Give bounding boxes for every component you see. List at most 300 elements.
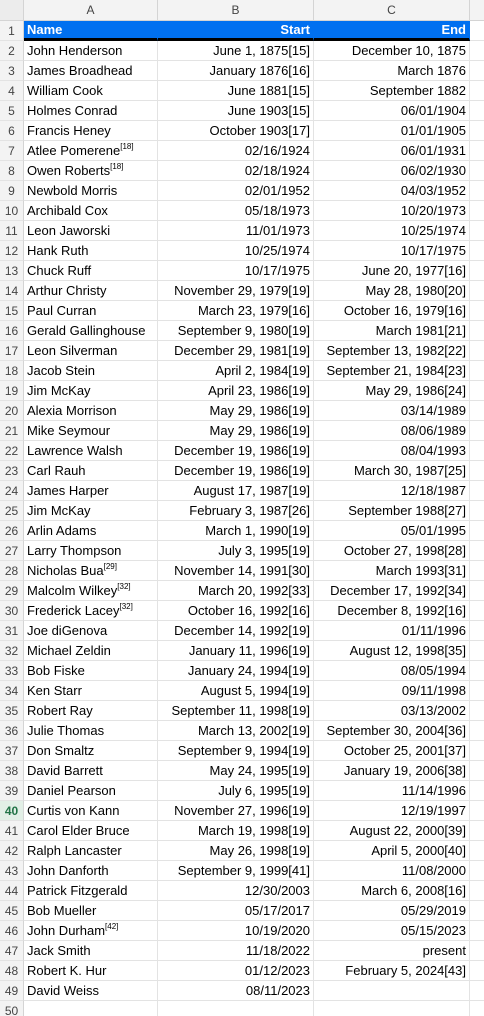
empty-cell[interactable]: [470, 361, 484, 381]
row-number[interactable]: 10: [0, 201, 24, 221]
table-row: [0, 681, 484, 701]
cell-name[interactable]: [24, 521, 158, 541]
cell-name-text: Owen Roberts: [27, 163, 111, 178]
empty-cell[interactable]: [470, 821, 484, 841]
data-rows: [0, 41, 484, 1016]
cell-start[interactable]: May 26, 1998[19]: [158, 841, 314, 861]
row-number[interactable]: 46: [0, 921, 24, 941]
row-number[interactable]: 43: [0, 861, 24, 881]
table-row: [0, 701, 484, 721]
cell-start[interactable]: October 1903[17]: [158, 121, 314, 141]
row-number[interactable]: 28: [0, 561, 24, 581]
cell-name[interactable]: [24, 681, 158, 701]
cell-end[interactable]: September 30, 2004[36]: [314, 721, 470, 741]
cell-start[interactable]: October 16, 1992[16]: [158, 601, 314, 621]
empty-cell[interactable]: [470, 101, 484, 121]
empty-cell[interactable]: [470, 621, 484, 641]
cell-name[interactable]: [24, 421, 158, 441]
empty-cell[interactable]: [470, 741, 484, 761]
row-number[interactable]: 48: [0, 961, 24, 981]
cell-end[interactable]: present: [314, 941, 470, 961]
empty-cell[interactable]: [470, 881, 484, 901]
cell-name[interactable]: [24, 701, 158, 721]
cell-name[interactable]: [24, 961, 158, 981]
cell-start[interactable]: December 14, 1992[19]: [158, 621, 314, 641]
cell-start[interactable]: December 19, 1986[19]: [158, 461, 314, 481]
empty-cell[interactable]: [470, 281, 484, 301]
column-header-c[interactable]: C: [314, 0, 470, 20]
row-number[interactable]: 20: [0, 401, 24, 421]
row-number[interactable]: 37: [0, 741, 24, 761]
cell-end[interactable]: October 16, 1979[16]: [314, 301, 470, 321]
column-header-b[interactable]: B: [158, 0, 314, 20]
cell-end[interactable]: 11/08/2000: [314, 861, 470, 881]
empty-cell[interactable]: [470, 661, 484, 681]
cell-name[interactable]: [24, 401, 158, 421]
cell-start[interactable]: 11/18/2022: [158, 941, 314, 961]
cell-name[interactable]: [24, 561, 158, 581]
cell-start[interactable]: November 27, 1996[19]: [158, 801, 314, 821]
cell-name-text: Larry Thompson: [27, 543, 122, 558]
cell-start[interactable]: September 9, 1980[19]: [158, 321, 314, 341]
cell-end[interactable]: 04/03/1952: [314, 181, 470, 201]
cell-name-text: James Broadhead: [27, 63, 133, 78]
cell-end[interactable]: June 20, 1977[16]: [314, 261, 470, 281]
cell-name[interactable]: [24, 921, 158, 941]
row-number[interactable]: 45: [0, 901, 24, 921]
cell-name[interactable]: [24, 301, 158, 321]
cell-start[interactable]: July 6, 1995[19]: [158, 781, 314, 801]
cell-start[interactable]: May 29, 1986[19]: [158, 421, 314, 441]
table-row: [0, 161, 484, 181]
cell-start[interactable]: 02/16/1924: [158, 141, 314, 161]
cell-end[interactable]: October 27, 1998[28]: [314, 541, 470, 561]
cell-name[interactable]: [24, 441, 158, 461]
cell-name-text: David Weiss: [27, 983, 100, 998]
cell-name-text: Michael Zeldin: [27, 643, 111, 658]
empty-cell[interactable]: [470, 261, 484, 281]
cell-end[interactable]: September 1988[27]: [314, 501, 470, 521]
cell-start[interactable]: 02/01/1952: [158, 181, 314, 201]
cell-end[interactable]: 11/14/1996: [314, 781, 470, 801]
cell-end[interactable]: March 1981[21]: [314, 321, 470, 341]
row-number[interactable]: 19: [0, 381, 24, 401]
empty-cell[interactable]: [470, 981, 484, 1001]
cell-start[interactable]: May 29, 1986[19]: [158, 401, 314, 421]
cell-start[interactable]: 08/11/2023: [158, 981, 314, 1001]
cell-start[interactable]: February 3, 1987[26]: [158, 501, 314, 521]
table-row: [0, 281, 484, 301]
row-number[interactable]: 26: [0, 521, 24, 541]
header-cell-end[interactable]: End: [314, 21, 470, 41]
cell-end[interactable]: [314, 1001, 470, 1016]
row-number[interactable]: 30: [0, 601, 24, 621]
cell-name-text: Holmes Conrad: [27, 103, 118, 118]
cell-end[interactable]: 09/11/1998: [314, 681, 470, 701]
empty-cell[interactable]: [470, 41, 484, 61]
empty-cell[interactable]: [470, 21, 484, 41]
table-row: [0, 641, 484, 661]
cell-start[interactable]: 02/18/1924: [158, 161, 314, 181]
cell-name[interactable]: [24, 881, 158, 901]
cell-name[interactable]: [24, 621, 158, 641]
row-number[interactable]: 24: [0, 481, 24, 501]
row-number[interactable]: 11: [0, 221, 24, 241]
table-row: [0, 501, 484, 521]
row-number[interactable]: 29: [0, 581, 24, 601]
table-row: [0, 241, 484, 261]
cell-start[interactable]: August 17, 1987[19]: [158, 481, 314, 501]
table-row: [0, 461, 484, 481]
cell-end[interactable]: 08/06/1989: [314, 421, 470, 441]
cell-name[interactable]: [24, 461, 158, 481]
cell-name[interactable]: [24, 501, 158, 521]
row-number[interactable]: 27: [0, 541, 24, 561]
cell-end[interactable]: 05/29/2019: [314, 901, 470, 921]
cell-end[interactable]: October 25, 2001[37]: [314, 741, 470, 761]
row-number[interactable]: 5: [0, 101, 24, 121]
cell-start[interactable]: 05/18/1973: [158, 201, 314, 221]
row-number[interactable]: 39: [0, 781, 24, 801]
empty-cell[interactable]: [470, 841, 484, 861]
table-row: [0, 581, 484, 601]
cell-name[interactable]: [24, 221, 158, 241]
empty-cell[interactable]: [470, 121, 484, 141]
cell-end[interactable]: 08/04/1993: [314, 441, 470, 461]
cell-name[interactable]: [24, 241, 158, 261]
cell-end[interactable]: March 1993[31]: [314, 561, 470, 581]
empty-cell[interactable]: [470, 701, 484, 721]
cell-end[interactable]: 05/01/1995: [314, 521, 470, 541]
cell-start[interactable]: 11/01/1973: [158, 221, 314, 241]
row-number[interactable]: 7: [0, 141, 24, 161]
cell-start[interactable]: June 1, 1875[15]: [158, 41, 314, 61]
empty-cell[interactable]: [470, 321, 484, 341]
cell-name[interactable]: [24, 841, 158, 861]
row-number[interactable]: 40: [0, 801, 24, 821]
row-number[interactable]: 50: [0, 1001, 24, 1016]
footnote-reference: [18]: [110, 162, 124, 171]
row-number[interactable]: 35: [0, 701, 24, 721]
cell-start[interactable]: December 19, 1986[19]: [158, 441, 314, 461]
empty-cell[interactable]: [470, 641, 484, 661]
column-header-a[interactable]: A: [24, 0, 158, 20]
cell-end[interactable]: March 1876: [314, 61, 470, 81]
cell-name[interactable]: [24, 201, 158, 221]
cell-end[interactable]: 06/01/1931: [314, 141, 470, 161]
cell-name[interactable]: [24, 981, 158, 1001]
cell-name[interactable]: [24, 61, 158, 81]
cell-name[interactable]: [24, 941, 158, 961]
empty-cell[interactable]: [470, 501, 484, 521]
cell-end[interactable]: 12/19/1997: [314, 801, 470, 821]
cell-name[interactable]: [24, 801, 158, 821]
cell-start[interactable]: 10/19/2020: [158, 921, 314, 941]
empty-cell[interactable]: [470, 381, 484, 401]
empty-cell[interactable]: [470, 801, 484, 821]
cell-end[interactable]: August 12, 1998[35]: [314, 641, 470, 661]
cell-end[interactable]: 03/13/2002: [314, 701, 470, 721]
empty-cell[interactable]: [470, 401, 484, 421]
cell-end[interactable]: 06/02/1930: [314, 161, 470, 181]
footnote-reference: [32]: [117, 582, 131, 591]
cell-start[interactable]: [158, 1001, 314, 1016]
row-number[interactable]: 14: [0, 281, 24, 301]
cell-start[interactable]: 12/30/2003: [158, 881, 314, 901]
empty-cell[interactable]: [470, 61, 484, 81]
empty-cell[interactable]: [470, 221, 484, 241]
empty-cell[interactable]: [470, 461, 484, 481]
empty-cell[interactable]: [470, 181, 484, 201]
empty-cell[interactable]: [470, 81, 484, 101]
cell-name[interactable]: [24, 381, 158, 401]
cell-name-text: William Cook: [27, 83, 103, 98]
table-header-row: [0, 21, 484, 41]
row-number[interactable]: 23: [0, 461, 24, 481]
row-number[interactable]: 17: [0, 341, 24, 361]
row-number[interactable]: 2: [0, 41, 24, 61]
row-number[interactable]: 3: [0, 61, 24, 81]
cell-end[interactable]: 10/20/1973: [314, 201, 470, 221]
cell-name[interactable]: [24, 661, 158, 681]
table-row: [0, 261, 484, 281]
cell-end[interactable]: May 29, 1986[24]: [314, 381, 470, 401]
table-row: [0, 541, 484, 561]
cell-start[interactable]: January 11, 1996[19]: [158, 641, 314, 661]
empty-cell[interactable]: [470, 161, 484, 181]
empty-cell[interactable]: [470, 201, 484, 221]
row-number[interactable]: 32: [0, 641, 24, 661]
cell-name[interactable]: [24, 721, 158, 741]
cell-name-text: Julie Thomas: [27, 723, 105, 738]
cell-start[interactable]: 10/25/1974: [158, 241, 314, 261]
cell-start[interactable]: March 13, 2002[19]: [158, 721, 314, 741]
cell-name-text: James Harper: [27, 483, 109, 498]
cell-name[interactable]: [24, 321, 158, 341]
cell-end[interactable]: December 17, 1992[34]: [314, 581, 470, 601]
cell-start[interactable]: November 14, 1991[30]: [158, 561, 314, 581]
cell-start[interactable]: January 24, 1994[19]: [158, 661, 314, 681]
cell-end[interactable]: September 1882: [314, 81, 470, 101]
table-row: [0, 141, 484, 161]
cell-end[interactable]: May 28, 1980[20]: [314, 281, 470, 301]
row-number[interactable]: 16: [0, 321, 24, 341]
table-row: [0, 41, 484, 61]
cell-start[interactable]: June 1881[15]: [158, 81, 314, 101]
cell-name-text: Paul Curran: [27, 303, 97, 318]
cell-end[interactable]: September 13, 1982[22]: [314, 341, 470, 361]
cell-start[interactable]: July 3, 1995[19]: [158, 541, 314, 561]
empty-cell[interactable]: [470, 921, 484, 941]
row-number[interactable]: 34: [0, 681, 24, 701]
cell-end[interactable]: March 30, 1987[25]: [314, 461, 470, 481]
empty-cell[interactable]: [470, 901, 484, 921]
cell-end[interactable]: March 6, 2008[16]: [314, 881, 470, 901]
table-row: [0, 121, 484, 141]
cell-name[interactable]: [24, 821, 158, 841]
row-number[interactable]: 8: [0, 161, 24, 181]
row-number[interactable]: 44: [0, 881, 24, 901]
cell-end[interactable]: 01/11/1996: [314, 621, 470, 641]
cell-start[interactable]: September 9, 1994[19]: [158, 741, 314, 761]
row-number[interactable]: 18: [0, 361, 24, 381]
table-row: [0, 841, 484, 861]
empty-cell[interactable]: [470, 601, 484, 621]
cell-name-text: John Danforth: [27, 863, 109, 878]
row-number[interactable]: 1: [0, 21, 24, 41]
cell-end[interactable]: December 10, 1875: [314, 41, 470, 61]
empty-cell[interactable]: [470, 781, 484, 801]
cell-end[interactable]: 08/05/1994: [314, 661, 470, 681]
header-cell-start[interactable]: Start: [158, 21, 314, 41]
cell-start[interactable]: 10/17/1975: [158, 261, 314, 281]
cell-name-text: John Henderson: [27, 43, 123, 58]
cell-name[interactable]: [24, 541, 158, 561]
cell-name[interactable]: [24, 481, 158, 501]
table-row: [0, 401, 484, 421]
cell-start[interactable]: March 20, 1992[33]: [158, 581, 314, 601]
row-number[interactable]: 15: [0, 301, 24, 321]
table-row: [0, 781, 484, 801]
empty-cell[interactable]: [470, 441, 484, 461]
cell-start[interactable]: November 29, 1979[19]: [158, 281, 314, 301]
cell-start[interactable]: April 2, 1984[19]: [158, 361, 314, 381]
empty-cell[interactable]: [470, 581, 484, 601]
cell-start[interactable]: January 1876[16]: [158, 61, 314, 81]
cell-start[interactable]: December 29, 1981[19]: [158, 341, 314, 361]
cell-name-text: Robert K. Hur: [27, 963, 107, 978]
empty-cell[interactable]: [470, 961, 484, 981]
cell-name[interactable]: [24, 161, 158, 181]
cell-end[interactable]: April 5, 2000[40]: [314, 841, 470, 861]
row-number[interactable]: 4: [0, 81, 24, 101]
cell-end[interactable]: 01/01/1905: [314, 121, 470, 141]
row-number[interactable]: 22: [0, 441, 24, 461]
table-row: [0, 601, 484, 621]
cell-start[interactable]: May 24, 1995[19]: [158, 761, 314, 781]
empty-cell[interactable]: [470, 341, 484, 361]
cell-start[interactable]: September 9, 1999[41]: [158, 861, 314, 881]
cell-name[interactable]: [24, 901, 158, 921]
table-row: [0, 861, 484, 881]
row-number[interactable]: 25: [0, 501, 24, 521]
cell-end[interactable]: February 5, 2024[43]: [314, 961, 470, 981]
cell-name[interactable]: [24, 581, 158, 601]
cell-end[interactable]: 03/14/1989: [314, 401, 470, 421]
cell-name[interactable]: [24, 781, 158, 801]
row-number[interactable]: 41: [0, 821, 24, 841]
cell-name[interactable]: [24, 1001, 158, 1016]
empty-cell[interactable]: [470, 241, 484, 261]
cell-name-text: Arthur Christy: [27, 283, 107, 298]
cell-start[interactable]: August 5, 1994[19]: [158, 681, 314, 701]
cell-start[interactable]: March 19, 1998[19]: [158, 821, 314, 841]
header-cell-name[interactable]: Name: [24, 21, 158, 41]
cell-name[interactable]: [24, 141, 158, 161]
cell-name[interactable]: [24, 101, 158, 121]
empty-cell[interactable]: [470, 141, 484, 161]
cell-name[interactable]: [24, 741, 158, 761]
row-number[interactable]: 31: [0, 621, 24, 641]
empty-cell[interactable]: [470, 1001, 484, 1016]
empty-cell[interactable]: [470, 541, 484, 561]
row-number[interactable]: 47: [0, 941, 24, 961]
empty-cell[interactable]: [470, 941, 484, 961]
cell-name[interactable]: [24, 81, 158, 101]
cell-end[interactable]: [314, 981, 470, 1001]
column-header-d[interactable]: [470, 0, 484, 20]
empty-cell[interactable]: [470, 521, 484, 541]
table-row: [0, 381, 484, 401]
select-all-corner[interactable]: [0, 0, 24, 20]
cell-start[interactable]: April 23, 1986[19]: [158, 381, 314, 401]
cell-name[interactable]: [24, 601, 158, 621]
cell-name-text: Malcolm Wilkey: [27, 583, 118, 598]
cell-name[interactable]: [24, 361, 158, 381]
footnote-reference: [32]: [119, 602, 133, 611]
empty-cell[interactable]: [470, 761, 484, 781]
cell-name[interactable]: [24, 641, 158, 661]
row-number[interactable]: 38: [0, 761, 24, 781]
cell-name[interactable]: [24, 861, 158, 881]
cell-start[interactable]: September 11, 1998[19]: [158, 701, 314, 721]
table-row: [0, 301, 484, 321]
empty-cell[interactable]: [470, 681, 484, 701]
empty-cell[interactable]: [470, 421, 484, 441]
cell-name[interactable]: [24, 41, 158, 61]
row-number[interactable]: 12: [0, 241, 24, 261]
cell-end[interactable]: 10/17/1975: [314, 241, 470, 261]
row-number[interactable]: 42: [0, 841, 24, 861]
empty-cell[interactable]: [470, 301, 484, 321]
cell-end[interactable]: 10/25/1974: [314, 221, 470, 241]
empty-cell[interactable]: [470, 721, 484, 741]
cell-start[interactable]: 01/12/2023: [158, 961, 314, 981]
cell-name-text: Atlee Pomerene: [27, 143, 121, 158]
cell-start[interactable]: 05/17/2017: [158, 901, 314, 921]
row-number[interactable]: 9: [0, 181, 24, 201]
row-number[interactable]: 36: [0, 721, 24, 741]
cell-end[interactable]: December 8, 1992[16]: [314, 601, 470, 621]
row-number[interactable]: 33: [0, 661, 24, 681]
cell-end[interactable]: 06/01/1904: [314, 101, 470, 121]
cell-end[interactable]: January 19, 2006[38]: [314, 761, 470, 781]
cell-name[interactable]: [24, 121, 158, 141]
cell-name[interactable]: [24, 261, 158, 281]
cell-start[interactable]: June 1903[15]: [158, 101, 314, 121]
table-row: [0, 341, 484, 361]
row-number[interactable]: 49: [0, 981, 24, 1001]
cell-end[interactable]: 05/15/2023: [314, 921, 470, 941]
cell-name-text: Bob Fiske: [27, 663, 85, 678]
row-number[interactable]: 13: [0, 261, 24, 281]
row-number[interactable]: 21: [0, 421, 24, 441]
row-number[interactable]: 6: [0, 121, 24, 141]
empty-cell[interactable]: [470, 861, 484, 881]
cell-name-text: Leon Jaworski: [27, 223, 111, 238]
cell-start[interactable]: March 1, 1990[19]: [158, 521, 314, 541]
cell-end[interactable]: September 21, 1984[23]: [314, 361, 470, 381]
empty-cell[interactable]: [470, 561, 484, 581]
cell-name[interactable]: [24, 761, 158, 781]
cell-name[interactable]: [24, 181, 158, 201]
cell-name[interactable]: [24, 281, 158, 301]
empty-cell[interactable]: [470, 481, 484, 501]
cell-end[interactable]: August 22, 2000[39]: [314, 821, 470, 841]
cell-start[interactable]: March 23, 1979[16]: [158, 301, 314, 321]
cell-end[interactable]: 12/18/1987: [314, 481, 470, 501]
cell-name[interactable]: [24, 341, 158, 361]
